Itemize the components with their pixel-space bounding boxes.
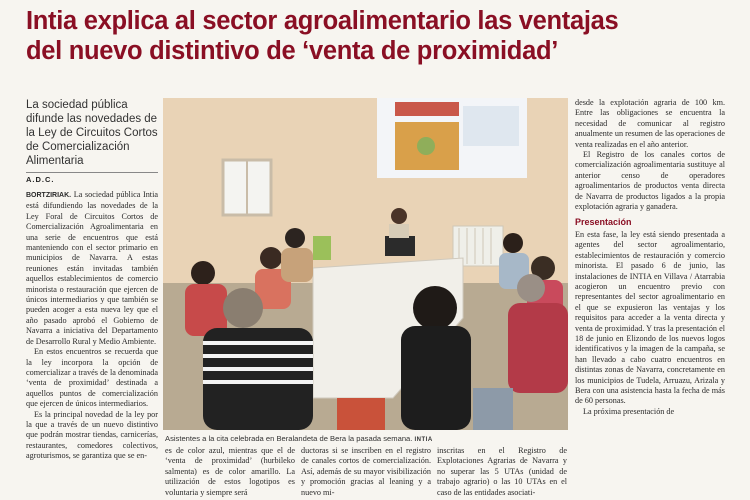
headline-line-1: Intia explica al sector agroalimentario las ventajas <box>26 7 619 35</box>
section-heading: Presentación <box>575 217 632 228</box>
right-paragraph-3: En esta fase, la ley está siendo presentada a agentes del sector agroalimentario, establecimientos de restauración y comercio minorista. El pasado 6 de junio, las instalaciones de INTIA en Villava / Atarrabia acogieron un encuentro previo con representantes del sector agroalimentario en el que se expusieron las ventajas y los requisitos para acceder a la venta directa y venta de proximidad. Y tras la presentación el 18 de junio en Elizondo de los nuevos logos identificativos y la imagen de la campaña, se han llevado a cabo cuatro encuentros en distintas zonas de Navarra, concretamente en los municipios de Tudela, Arruazu, Arizala y Bera con una asistencia hasta la fecha de más de 60 personas. <box>575 229 725 406</box>
photo-laptop <box>385 236 415 256</box>
photo-caption <box>165 434 570 443</box>
article-column-2: es de color azul, mientras que el de ‘venta de proximidad’ (hurbileko salmenta) es de color amarillo. La utilización de estos logotipos es voluntaria y siempre será <box>165 446 295 497</box>
right-paragraph-1: desde la explotación agraria de 100 km. Entre las obligaciones se encuentra la necesidad de comunicar al registro anualmente un resumen de las operaciones de venta realizadas en el año anterior. <box>575 98 725 149</box>
caption-text: Asistentes a la cita celebrada en Beralandeta de Bera la pasada semana. <box>165 434 413 443</box>
right-paragraph-4: La próxima presentación de <box>583 406 675 416</box>
subhead: La sociedad pública difunde las novedades de la Ley de Circuitos Cortos de Comercialización Alimentaria <box>26 99 158 167</box>
photo-credit: INTIA <box>414 437 433 443</box>
headline <box>26 6 726 66</box>
author-byline: A.D.C. <box>26 175 55 184</box>
photo-chair <box>337 398 385 430</box>
article-column-3: ductoras si se inscriben en el registro de canales cortos de comercialización. Así, además de su mayor visibilización y promoción gracias al leaning y a nuevo mi- <box>301 446 431 497</box>
article-photo <box>163 98 568 430</box>
author-rule <box>26 172 158 173</box>
paragraph-3: Es la principal novedad de la ley por la que a través de un nuevo distintivo que podrán mostrar tiendas, carnicerías, restaurantes, comedores colectivos, agroturismos, se garantiza que se en- <box>26 409 158 461</box>
article-column-1 <box>26 190 158 500</box>
article-column-4: inscritas en el Registro de Explotaciones Agrarias de Navarra y no superar las 5 UTAs (unidad de trabajo agrario) o las 10 UTAs en el caso de las entidades asociati- <box>437 446 567 497</box>
article-column-right <box>575 98 725 500</box>
dateline: BORTZIRIAK. <box>26 192 72 199</box>
right-paragraph-2: El Registro de los canales cortos de comercialización agroalimentaria sustituye al anterior censo de operadores agroalimentarios de productos venta directa de Navarra de productos ligados a la propia explotación agraria y ganadera. <box>575 150 725 212</box>
headline-line-2: del nuevo distintivo de ‘venta de proximidad’ <box>26 37 559 65</box>
paragraph-1: La sociedad pública Intia está difundiendo las novedades de la Ley Foral de Circuitos Cortos de Comercialización Agroalimentaria en una serie de encuentros que está manteniendo con el sector primario en municipios de Navarra. A estas reuniones están invitadas también aquellos establecimientos de comercio minorista o restauración que ejercen de únicos intermediarios y que también se pueden acoger a esta nueva ley que el año pasado aprobó el Gobierno de Navarra a iniciativa del Departamento de Desarrollo Rural y Medio Ambiente. <box>26 190 158 346</box>
paragraph-2: En estos encuentros se recuerda que la ley incorpora la opción de comercializar a través de la denominada ‘venta de proximidad’ destinada a aquellos puntos de comercialización que ejercen de únicos intermediarios. <box>26 347 158 409</box>
